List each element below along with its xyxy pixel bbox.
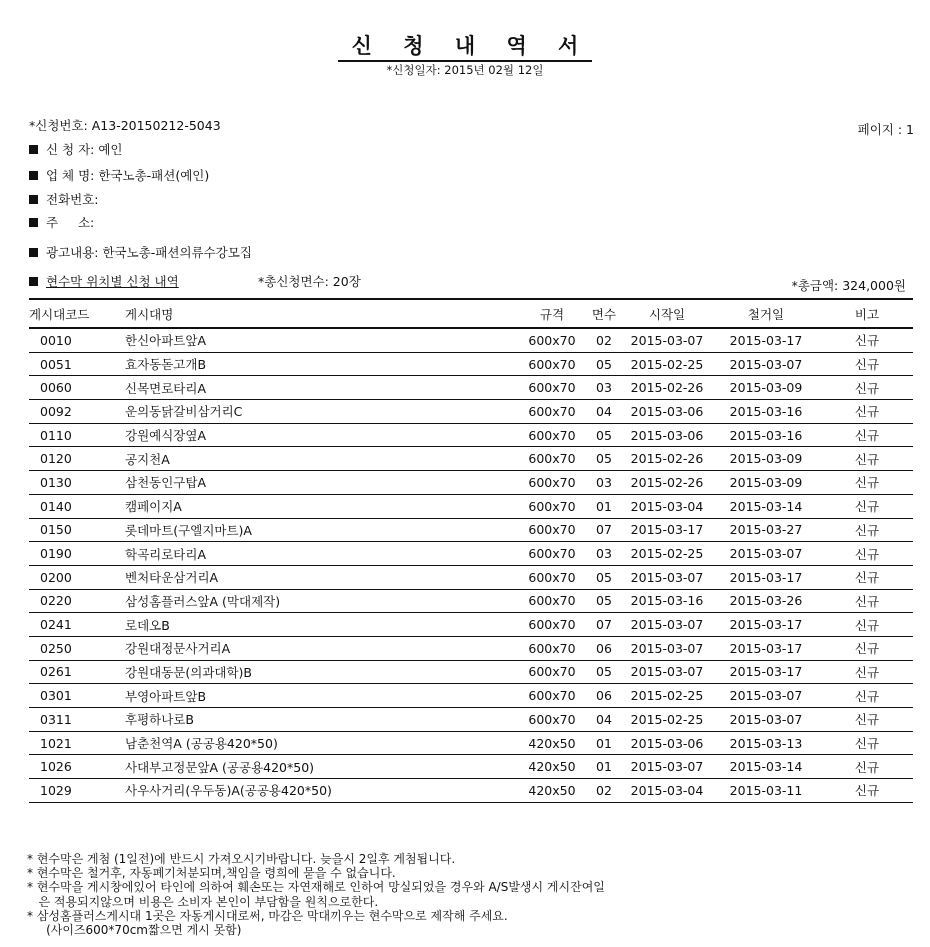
cell-end: 2015-03-16 <box>711 423 821 447</box>
cell-name: 사우사거리(우두동)A(공공용420*50) <box>115 779 519 803</box>
cell-note: 신규 <box>821 328 913 352</box>
note-line: * 삼성홈플러스게시대 1곳은 자동게시대로써, 마감은 막대끼우는 현수막으로 제작해 주세요. <box>27 908 508 923</box>
cell-qty: 04 <box>585 708 623 732</box>
address-text: 주 소: <box>46 215 95 230</box>
table-row <box>29 376 913 400</box>
cell-note: 신규 <box>821 376 913 400</box>
cell-size: 600x70 <box>519 376 585 400</box>
cell-start: 2015-03-07 <box>623 565 711 589</box>
cell-code: 1029 <box>29 779 115 803</box>
cell-qty: 01 <box>585 755 623 779</box>
note-line: * 현수막은 철거후, 자동폐기처분되며,책임을 령희에 묻을 수 없습니다. <box>27 866 396 881</box>
applicant-text: 신 청 자: 예인 <box>46 142 123 157</box>
cell-end: 2015-03-11 <box>711 779 821 803</box>
cell-size: 420x50 <box>519 779 585 803</box>
cell-code: 0110 <box>29 423 115 447</box>
cell-code: 0241 <box>29 613 115 637</box>
table-row <box>29 423 913 447</box>
cell-size: 600x70 <box>519 494 585 518</box>
cell-code: 0150 <box>29 518 115 542</box>
table-row <box>29 731 913 755</box>
application-table <box>29 298 913 803</box>
cell-size: 600x70 <box>519 447 585 471</box>
cell-end: 2015-03-09 <box>711 471 821 495</box>
table-row <box>29 328 913 352</box>
cell-qty: 04 <box>585 400 623 424</box>
cell-name: 신목면로타리A <box>115 376 519 400</box>
cell-code: 0010 <box>29 328 115 352</box>
cell-start: 2015-02-26 <box>623 471 711 495</box>
cell-end: 2015-03-17 <box>711 565 821 589</box>
cell-code: 0190 <box>29 542 115 566</box>
cell-end: 2015-03-26 <box>711 589 821 613</box>
cell-size: 600x70 <box>519 708 585 732</box>
table-row <box>29 779 913 803</box>
bullet-square-icon <box>29 277 38 286</box>
table-row <box>29 589 913 613</box>
cell-code: 0220 <box>29 589 115 613</box>
header-code: 게시대코드 <box>29 299 115 328</box>
cell-name: 벤처타운삼거리A <box>115 565 519 589</box>
cell-end: 2015-03-09 <box>711 376 821 400</box>
cell-qty: 05 <box>585 352 623 376</box>
bullet-square-icon <box>29 145 38 154</box>
cell-name: 부영아파트앞B <box>115 684 519 708</box>
cell-size: 600x70 <box>519 660 585 684</box>
header-start: 시작일 <box>623 299 711 328</box>
note-line: 은 적용되지않으며 비용은 소비자 본인이 부담함을 원칙으로한다. <box>27 894 379 909</box>
cell-qty: 03 <box>585 376 623 400</box>
table-row <box>29 684 913 708</box>
table-row <box>29 660 913 684</box>
bullet-square-icon <box>29 248 38 257</box>
total-count: *총신청면수: 20장 <box>258 274 361 289</box>
cell-note: 신규 <box>821 565 913 589</box>
cell-qty: 03 <box>585 542 623 566</box>
cell-qty: 05 <box>585 423 623 447</box>
cell-code: 0311 <box>29 708 115 732</box>
cell-code: 0060 <box>29 376 115 400</box>
cell-qty: 06 <box>585 636 623 660</box>
table-body <box>29 328 913 802</box>
cell-note: 신규 <box>821 684 913 708</box>
cell-start: 2015-03-07 <box>623 328 711 352</box>
cell-name: 캠페이지A <box>115 494 519 518</box>
cell-note: 신규 <box>821 494 913 518</box>
cell-note: 신규 <box>821 755 913 779</box>
table-row <box>29 755 913 779</box>
page-number: 페이지 : 1 <box>857 122 914 137</box>
cell-code: 0140 <box>29 494 115 518</box>
address-row <box>29 213 94 231</box>
table-row <box>29 565 913 589</box>
note-line: * 현수막은 게첨 (1일전)에 반드시 가져오시기바랍니다. 늦을시 2일후 게첨됩니다. <box>27 852 456 866</box>
cell-end: 2015-03-17 <box>711 613 821 637</box>
cell-start: 2015-03-06 <box>623 731 711 755</box>
header-size: 규격 <box>519 299 585 328</box>
cell-end: 2015-03-07 <box>711 542 821 566</box>
ad-content-text: 광고내용: 한국노총-패션의류수강모집 <box>46 245 252 260</box>
table-row <box>29 447 913 471</box>
table-row <box>29 636 913 660</box>
cell-note: 신규 <box>821 779 913 803</box>
cell-qty: 05 <box>585 565 623 589</box>
cell-start: 2015-02-25 <box>623 708 711 732</box>
cell-code: 0130 <box>29 471 115 495</box>
cell-note: 신규 <box>821 447 913 471</box>
note-line: * 현수막을 게시창에있어 타인에 의하여 훼손또는 자연재해로 인하여 망실되었을 경우와 A/S발생시 게시잔여일 <box>27 880 605 895</box>
cell-qty: 02 <box>585 779 623 803</box>
cell-name: 로데오B <box>115 613 519 637</box>
cell-code: 0261 <box>29 660 115 684</box>
cell-size: 600x70 <box>519 542 585 566</box>
cell-qty: 02 <box>585 328 623 352</box>
cell-end: 2015-03-14 <box>711 755 821 779</box>
company-row <box>29 166 209 184</box>
cell-size: 600x70 <box>519 613 585 637</box>
cell-end: 2015-03-27 <box>711 518 821 542</box>
cell-end: 2015-03-17 <box>711 328 821 352</box>
cell-start: 2015-02-25 <box>623 542 711 566</box>
cell-qty: 01 <box>585 731 623 755</box>
cell-size: 600x70 <box>519 352 585 376</box>
cell-size: 600x70 <box>519 400 585 424</box>
cell-qty: 05 <box>585 589 623 613</box>
phone-row <box>29 190 99 208</box>
cell-start: 2015-03-06 <box>623 400 711 424</box>
cell-code: 0200 <box>29 565 115 589</box>
cell-size: 420x50 <box>519 755 585 779</box>
cell-end: 2015-03-07 <box>711 352 821 376</box>
cell-end: 2015-03-09 <box>711 447 821 471</box>
header-name: 게시대명 <box>115 299 519 328</box>
cell-note: 신규 <box>821 731 913 755</box>
cell-end: 2015-03-17 <box>711 660 821 684</box>
cell-note: 신규 <box>821 352 913 376</box>
cell-note: 신규 <box>821 518 913 542</box>
cell-end: 2015-03-13 <box>711 731 821 755</box>
cell-end: 2015-03-07 <box>711 708 821 732</box>
cell-code: 0120 <box>29 447 115 471</box>
cell-note: 신규 <box>821 589 913 613</box>
cell-start: 2015-03-07 <box>623 755 711 779</box>
table-row <box>29 471 913 495</box>
cell-qty: 07 <box>585 613 623 637</box>
section-title <box>29 272 179 290</box>
cell-start: 2015-03-07 <box>623 613 711 637</box>
cell-name: 삼성홈플러스앞A (막대제작) <box>115 589 519 613</box>
cell-size: 420x50 <box>519 731 585 755</box>
cell-start: 2015-03-06 <box>623 423 711 447</box>
document-title: 신 청 내 역 서 <box>0 30 930 60</box>
cell-code: 0092 <box>29 400 115 424</box>
total-amount: *총금액: 324,000원 <box>791 278 906 293</box>
bullet-square-icon <box>29 171 38 180</box>
table-row <box>29 518 913 542</box>
cell-size: 600x70 <box>519 589 585 613</box>
cell-start: 2015-03-07 <box>623 660 711 684</box>
table-row <box>29 352 913 376</box>
cell-size: 600x70 <box>519 684 585 708</box>
cell-note: 신규 <box>821 708 913 732</box>
cell-code: 0051 <box>29 352 115 376</box>
cell-name: 삼천동인구탑A <box>115 471 519 495</box>
cell-size: 600x70 <box>519 636 585 660</box>
cell-name: 학곡리로타리A <box>115 542 519 566</box>
apply-date: *신청일자: 2015년 02월 12일 <box>386 63 544 77</box>
cell-note: 신규 <box>821 423 913 447</box>
cell-code: 1026 <box>29 755 115 779</box>
table-row <box>29 542 913 566</box>
application-number: *신청번호: A13-20150212-5043 <box>29 118 221 133</box>
cell-start: 2015-02-25 <box>623 684 711 708</box>
cell-code: 0301 <box>29 684 115 708</box>
cell-start: 2015-03-17 <box>623 518 711 542</box>
cell-start: 2015-03-04 <box>623 779 711 803</box>
cell-note: 신규 <box>821 660 913 684</box>
cell-note: 신규 <box>821 471 913 495</box>
cell-qty: 05 <box>585 660 623 684</box>
cell-code: 1021 <box>29 731 115 755</box>
section-title-text: 현수막 위치별 신청 내역 <box>46 274 179 289</box>
cell-name: 운의동닭갈비삼거리C <box>115 400 519 424</box>
cell-qty: 03 <box>585 471 623 495</box>
cell-name: 한신아파트앞A <box>115 328 519 352</box>
cell-name: 공지천A <box>115 447 519 471</box>
cell-note: 신규 <box>821 400 913 424</box>
cell-name: 강원예식장옆A <box>115 423 519 447</box>
cell-end: 2015-03-17 <box>711 636 821 660</box>
applicant-row <box>29 140 123 158</box>
ad-content-row <box>29 243 252 261</box>
cell-size: 600x70 <box>519 423 585 447</box>
header-end: 철거일 <box>711 299 821 328</box>
company-text: 업 체 명: 한국노총-패션(예인) <box>46 168 210 183</box>
cell-end: 2015-03-14 <box>711 494 821 518</box>
table-row <box>29 494 913 518</box>
cell-start: 2015-03-07 <box>623 636 711 660</box>
cell-size: 600x70 <box>519 565 585 589</box>
cell-qty: 06 <box>585 684 623 708</box>
cell-qty: 07 <box>585 518 623 542</box>
cell-qty: 05 <box>585 447 623 471</box>
cell-start: 2015-02-26 <box>623 376 711 400</box>
table-row <box>29 613 913 637</box>
cell-end: 2015-03-07 <box>711 684 821 708</box>
cell-name: 롯데마트(구엘지마트)A <box>115 518 519 542</box>
cell-start: 2015-03-04 <box>623 494 711 518</box>
cell-size: 600x70 <box>519 518 585 542</box>
cell-name: 남춘천역A (공공용420*50) <box>115 731 519 755</box>
table-header-row <box>29 299 913 328</box>
cell-note: 신규 <box>821 613 913 637</box>
cell-name: 후평하나로B <box>115 708 519 732</box>
notes <box>27 852 605 937</box>
cell-name: 강원대동문(의과대학)B <box>115 660 519 684</box>
cell-end: 2015-03-16 <box>711 400 821 424</box>
cell-note: 신규 <box>821 636 913 660</box>
bullet-square-icon <box>29 218 38 227</box>
cell-start: 2015-02-25 <box>623 352 711 376</box>
cell-name: 효자동돋고개B <box>115 352 519 376</box>
table-row <box>29 708 913 732</box>
cell-size: 600x70 <box>519 471 585 495</box>
header-note: 비고 <box>821 299 913 328</box>
cell-note: 신규 <box>821 542 913 566</box>
header-qty: 면수 <box>585 299 623 328</box>
cell-start: 2015-03-16 <box>623 589 711 613</box>
note-line: (사이즈600*70cm짧으면 게시 못함) <box>27 923 242 938</box>
cell-qty: 01 <box>585 494 623 518</box>
cell-start: 2015-02-26 <box>623 447 711 471</box>
cell-name: 사대부고정문앞A (공공용420*50) <box>115 755 519 779</box>
table-row <box>29 400 913 424</box>
cell-code: 0250 <box>29 636 115 660</box>
cell-name: 강원대정문사거리A <box>115 636 519 660</box>
phone-text: 전화번호: <box>46 192 99 207</box>
cell-size: 600x70 <box>519 328 585 352</box>
bullet-square-icon <box>29 195 38 204</box>
